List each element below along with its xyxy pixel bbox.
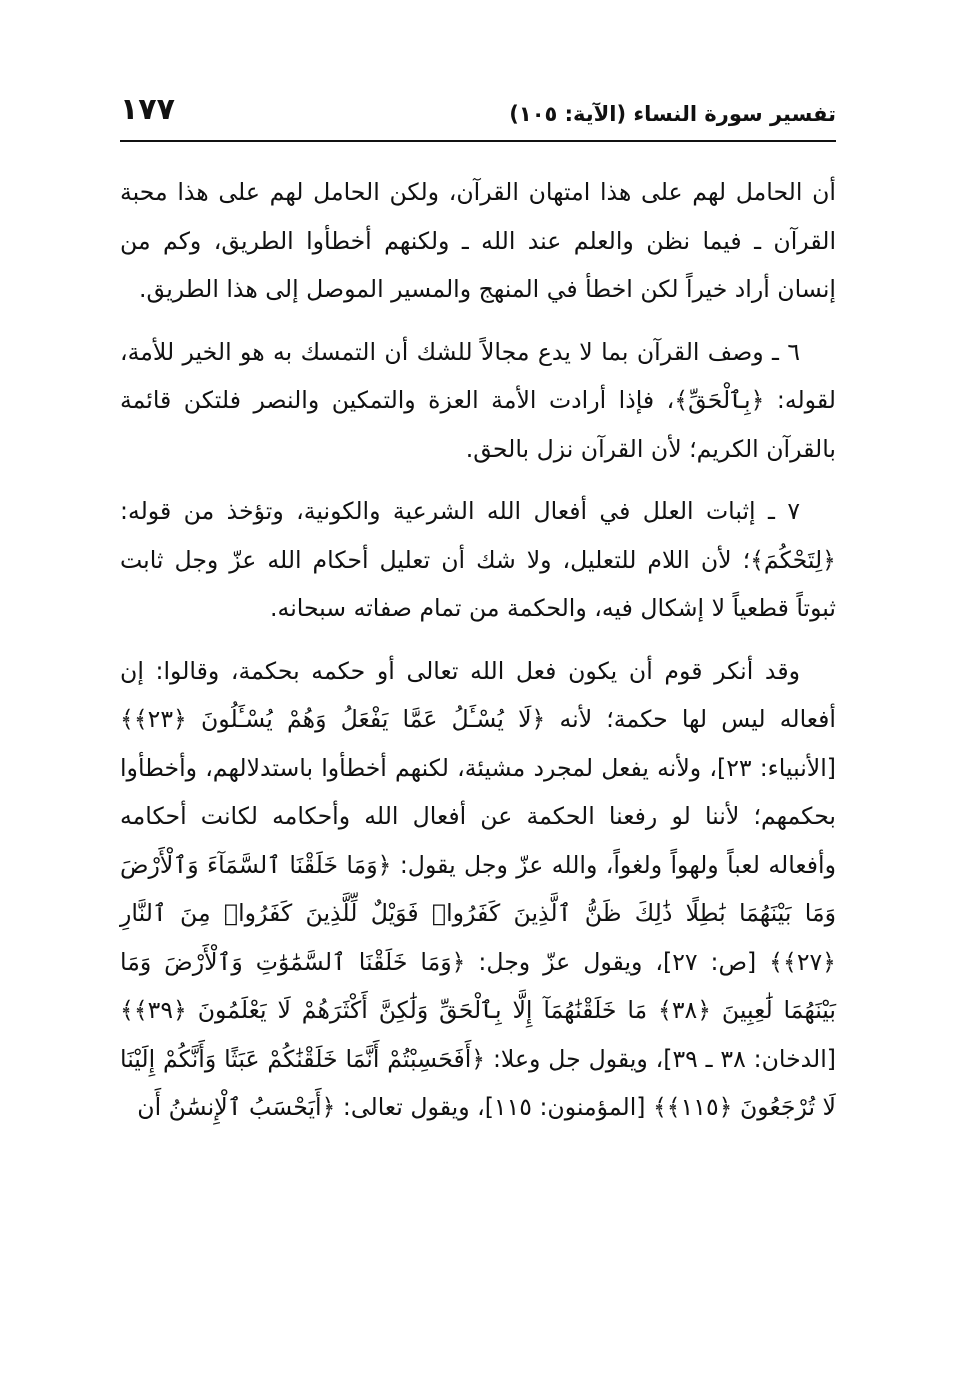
- paragraph-wisdom-discussion: وقد أنكر قوم أن يكون فعل الله تعالى أو حكمه بحكمة، وقالوا: إن أفعاله ليس لها حكمة؛ لأنه ﴿لَا يُسْـَٔلُ عَمَّا يَفْعَلُ وَهُمْ يُسْـَٔلُونَ ﴿٢٣﴾﴾ [الأنبياء: ٢٣]، ولأنه يفعل لمجرد مشيئة، لكنهم أخطأوا باستدلالهم، وأخطأوا بحكمهم؛ لأننا لو رفعنا الحكمة عن أفعال الله وأحكامه لكانت أحكامه وأفعاله لعباً ولهواً ولغواً، والله عزّ وجل يقول: ﴿وَمَا خَلَقْنَا ٱلسَّمَآءَ وَٱلْأَرْضَ وَمَا بَيْنَهُمَا بَٰطِلًا ذَٰلِكَ ظَنُّ ٱلَّذِينَ كَفَرُوا۟ فَوَيْلٌ لِّلَّذِينَ كَفَرُوا۟ مِنَ ٱلنَّارِ ﴿٢٧﴾﴾ [ص: ٢٧]، ويقول عزّ وجل: ﴿وَمَا خَلَقْنَا ٱلسَّمَٰوَٰتِ وَٱلْأَرْضَ وَمَا بَيْنَهُمَا لَٰعِبِينَ ﴿٣٨﴾ مَا خَلَقْنَٰهُمَآ إِلَّا بِٱلْحَقِّ وَلَٰكِنَّ أَكْثَرَهُمْ لَا يَعْلَمُونَ ﴿٣٩﴾﴾ [الدخان: ٣٨ ـ ٣٩]، ويقول جل وعلا: ﴿أَفَحَسِبْتُمْ أَنَّمَا خَلَقْنَٰكُمْ عَبَثًا وَأَنَّكُمْ إِلَيْنَا لَا تُرْجَعُونَ ﴿١١٥﴾﴾ [المؤمنون: ١١٥]، ويقول تعالى: ﴿أَيَحْسَبُ ٱلْإِنسَٰنُ أَن: [120, 656, 836, 1121]
- body-text: [120, 168, 836, 1132]
- header-divider: [120, 140, 836, 142]
- paragraph-continuation: أن الحامل لهم على هذا امتهان القرآن، ولكن الحامل لهم على هذا محبة القرآن ـ فيما نظن والعلم عند الله ـ ولكنهم أخطأوا الطريق، وكم من إنسان أراد خيراً لكن اخطأ في المنهج والمسير الموصل إلى هذا الطريق.: [120, 178, 836, 303]
- paragraph-point-7: ٧ ـ إثبات العلل في أفعال الله الشرعية والكونية، وتؤخذ من قوله: ﴿لِتَحْكُمَ﴾؛ لأن اللام للتعليل، ولا شك أن تعليل أحكام الله عزّ وجل ثابت ثبوتاً قطعياً لا إشكال فيه، والحكمة من تمام صفاته سبحانه.: [120, 497, 836, 622]
- header-title: تفسير سورة النساء (الآية: ١٠٥): [509, 102, 836, 126]
- paragraph-point-6: ٦ ـ وصف القرآن بما لا يدع مجالاً للشك أن التمسك به هو الخير للأمة، لقوله: ﴿بِٱلْحَقِّ﴾، فإذا أرادت الأمة العزة والتمكين والنصر فلتكن قائمة بالقرآن الكريم؛ لأن القرآن نزل بالحق.: [120, 337, 836, 463]
- page-number: ١٧٧: [120, 92, 175, 127]
- page-header: [120, 92, 836, 138]
